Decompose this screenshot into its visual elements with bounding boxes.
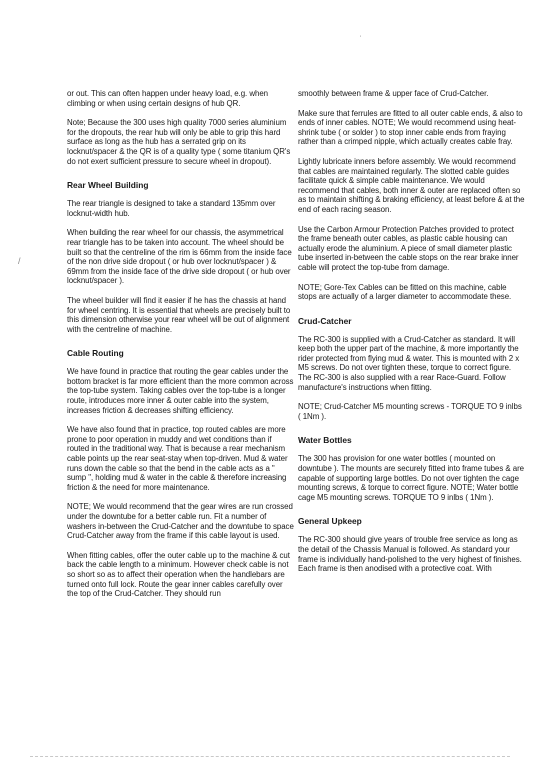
right-column <box>298 89 526 584</box>
section-heading-crud-catcher: Crud-Catcher <box>298 315 352 326</box>
paragraph: The rear triangle is designed to take a standard 135mm over locknut-width hub. <box>67 199 276 218</box>
paragraph: Use the Carbon Armour Protection Patches provided to protect the frame beneath outer cables, as plastic cable housing can actually erode the aluminium. A piece of small diameter plastic tube inserted in-between the cable stops on the rear brake inner cable will protect the top-tube from damage. <box>298 224 519 272</box>
paragraph: The 300 has provision for one water bottles ( mounted on downtube ). The mounts are securely fitted into frame tubes & are capable of supporting large bottles. Do not over tighten the cage mounting screws, & torque to correct figure. NOTE; Water bottle cage M5 mounting screws. TORQUE TO 9 inlbs ( 1Nm ). <box>298 454 524 502</box>
paragraph: Note; Because the 300 uses high quality 7000 series aluminium for the dropouts, the rear hub will only be able to grip this hard surface as long as the hub has a serrated grip on its locknut/spacer & the QR is of a quality type ( some titanium QR's do not exert sufficient pressure to secure wheel in dropout). <box>67 118 291 166</box>
paragraph: The RC-300 is supplied with a Crud-Catcher as standard. It will keep both the upper part of the machine, & more importantly the rider protected from flying mud & water. This is mounted with 2 x M5 screws. Do not over tighten these, torque to correct figure. The RC-300 is also supplied with a rear Race-Guard. Follow manufacture's instructions when fitting. <box>298 334 520 392</box>
section-heading-general-upkeep: General Upkeep <box>298 516 362 527</box>
paragraph: NOTE; Gore-Tex Cables can be fitted on this machine, cable stops are actually of a larger diameter to accommodate these. <box>298 282 512 302</box>
scan-mark: ' <box>360 36 362 42</box>
paragraph: We have found in practice that routing the gear cables under the bottom bracket is far more efficient than the more common across the top-tube system. Taking cables over the top-tube is a longer route, introduces more inner & outer cable into the system, increases friction & decreases shifting efficiency. <box>67 367 294 415</box>
scan-edge <box>30 756 510 758</box>
section-heading-rear-wheel-building: Rear Wheel Building <box>67 180 149 191</box>
section-heading-water-bottles: Water Bottles <box>298 435 352 446</box>
section-heading-cable-routing: Cable Routing <box>67 348 124 359</box>
paragraph: NOTE; We would recommend that the gear wires are run crossed under the downtube for a better cable run. Fit a number of washers in-between the Crud-Catcher and the downtube to space Crud-Catcher away from the frame if this cable layout is used. <box>67 502 294 541</box>
paragraph: Lightly lubricate inners before assembly. We would recommend that cables are maintained regularly. The slotted cable guides facilitate quick & simple cable maintenance. We would recommend that cables, both inner & outer are replaced often so as to maintain shifting & braking efficiency, at least before & at the end of each racing season. <box>298 156 525 214</box>
scan-mark: / <box>18 256 21 266</box>
paragraph: The wheel builder will find it easier if he has the chassis at hand for wheel centring. It is essential that wheels are precisely built to this dimension otherwise your rear wheel will be out of alignment with the centreline of machine. <box>67 295 291 334</box>
paragraph: We have also found that in practice, top routed cables are more prone to poor operation in muddy and wet conditions than if routed in the traditional way. That is because a rear mechanism cable points up the rear seat-stay when top-driven. Mud & water runs down the cable so that the bend in the cable acts as a " sump ", holding mud & water in the cable & therefore increasing friction & the need for more maintenance. <box>67 425 288 492</box>
paragraph: The RC-300 should give years of trouble free service as long as the detail of the Chassis Manual is followed. As standard your frame is individually hand-polished to the very highest of finishes. Each frame is then anodised with a protective coat. With <box>298 535 522 574</box>
paragraph: When building the rear wheel for our chassis, the asymmetrical rear triangle has to be taken into account. The wheel should be built so that the centreline of the rim is 66mm from the inside face of the non drive side dropout ( or hub over locknut/spacer ) & 69mm from the inside face of the drive side dropout ( or hub over locknut/spacer ). <box>67 228 292 286</box>
paragraph: NOTE; Crud-Catcher M5 mounting screws - TORQUE TO 9 inlbs ( 1Nm ). <box>298 402 522 421</box>
paragraph: smoothly between frame & upper face of Crud-Catcher. <box>298 89 489 98</box>
left-column <box>67 89 295 609</box>
paragraph: When fitting cables, offer the outer cable up to the machine & cut back the cable length to a minimum. However check cable is not so short so as to affect their operation when the handlebars are turned onto full lock. Route the gear inner cables carefully over the top of the Crud-Catcher. They should run <box>67 550 290 599</box>
paragraph: Make sure that ferrules are fitted to all outer cable ends, & also to ends of inner cables. NOTE; We would recommend using heat-shrink tube ( or solder ) to stop inner cable ends from fraying rather than a crimped nipple, which actually creates cable fray. <box>298 108 523 147</box>
paragraph: or out. This can often happen under heavy load, e.g. when climbing or when using certain designs of hub QR. <box>67 89 268 108</box>
